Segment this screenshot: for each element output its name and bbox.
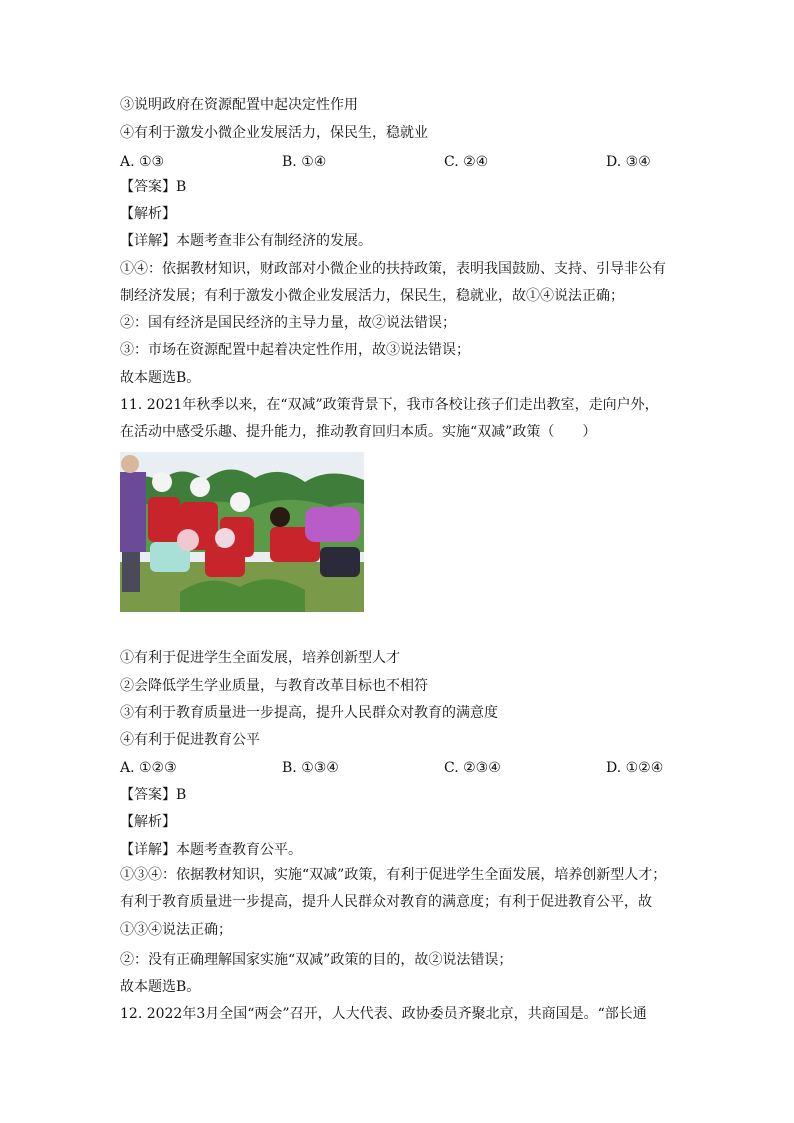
q11-stem-line-2: 在活动中感受乐趣、提升能力，推动教育回归本质。实施“双减”政策（ ） [120, 424, 597, 440]
q11-option-3: ③有利于教育质量进一步提高，提升人民群众对教育的满意度 [120, 705, 498, 721]
q10-answer: 【答案】B [120, 179, 187, 195]
q12-stem-line-1: 12. 2022年3月全国“两会”召开，人大代表、政协委员齐聚北京，共商国是。“部长通 [120, 1006, 647, 1022]
q11-option-2: ②会降低学生学业质量，与教育改革目标也不相符 [120, 678, 428, 694]
q10-choice-d: D. ③④ [606, 154, 651, 170]
q11-choice-a: A. ①②③ [120, 760, 177, 776]
q11-answer: 【答案】B [120, 787, 187, 803]
q11-explanation-1-line-3: ①③④说法正确； [120, 922, 232, 938]
q11-option-4: ④有利于促进教育公平 [120, 732, 260, 748]
q10-detail: 【详解】本题考查非公有制经济的发展。 [120, 233, 372, 249]
q10-explanation-2: ②：国有经济是国民经济的主导力量，故②说法错误； [120, 315, 456, 331]
q10-explanation-1-line-2: 制经济发展；有利于激发小微企业发展活力，保民生，稳就业，故①④说法正确； [120, 288, 624, 304]
q11-analysis-title: 【解析】 [120, 814, 176, 830]
q11-explanation-2: ②：没有正确理解国家实施“双减”政策的目的，故②说法错误； [120, 952, 513, 968]
q11-stem-line-1: 11. 2021年秋季以来，在“双减”政策背景下，我市各校让孩子们走出教室，走向户外， [120, 397, 659, 413]
q11-explanation-1-line-1: ①③④：依据教材知识，实施“双减”政策，有利于促进学生全面发展，培养创新型人才； [120, 867, 667, 883]
q10-choice-b: B. ①④ [282, 154, 327, 170]
q11-option-1: ①有利于促进学生全面发展，培养创新型人才 [120, 650, 400, 666]
q11-detail: 【详解】本题考查教育公平。 [120, 842, 302, 858]
students-outdoor-activity-photo [120, 452, 364, 612]
q10-conclusion: 故本题选B。 [120, 370, 201, 386]
q10-explanation-3: ③：市场在资源配置中起着决定性作用，故③说法错误； [120, 342, 470, 358]
q11-explanation-1-line-2: 有利于教育质量进一步提高，提升人民群众对教育的满意度；有利于促进教育公平，故 [120, 894, 652, 910]
q10-analysis-title: 【解析】 [120, 206, 176, 222]
q11-choice-c: C. ②③④ [444, 760, 501, 776]
q11-choice-d: D. ①②④ [606, 760, 664, 776]
q11-choice-b: B. ①③④ [282, 760, 339, 776]
q10-option-3: ③说明政府在资源配置中起决定性作用 [120, 97, 358, 113]
q11-conclusion: 故本题选B。 [120, 979, 201, 995]
q10-choice-a: A. ①③ [120, 154, 165, 170]
q10-choice-c: C. ②④ [444, 154, 489, 170]
q10-explanation-1-line-1: ①④：依据教材知识，财政部对小微企业的扶持政策，表明我国鼓励、支持、引导非公有 [120, 261, 666, 277]
q10-option-4: ④有利于激发小微企业发展活力，保民生，稳就业 [120, 125, 428, 141]
